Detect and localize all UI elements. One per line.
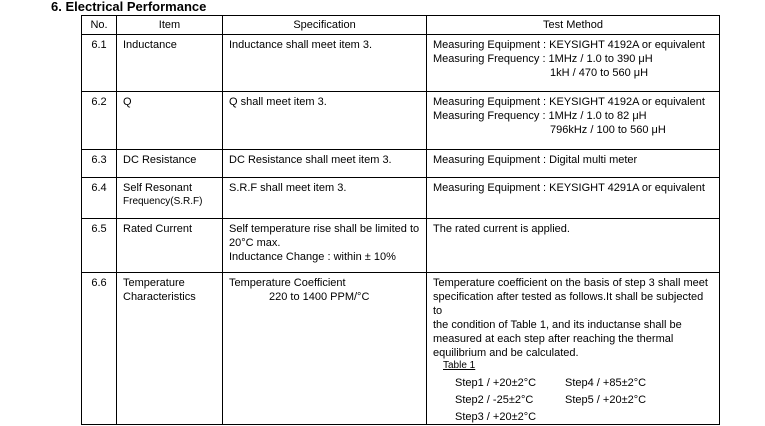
row-specification	[223, 273, 427, 425]
row-test-method	[427, 150, 720, 178]
spec-line: 220 to 1400 PPM/°C	[269, 291, 370, 303]
row-specification: Q shall meet item 3.	[223, 92, 427, 150]
method-line: 796kHz / 100 to 560 μH	[550, 124, 666, 136]
step-item: Step3 / +20±2°C	[455, 411, 537, 423]
row-item: DC Resistance	[117, 150, 223, 178]
table-row	[82, 273, 720, 425]
step-item: Step1 / +20±2°C	[455, 377, 537, 389]
method-line: Measuring Equipment : KEYSIGHT 4192A or equivalent	[433, 96, 705, 108]
row-item: Inductance	[117, 35, 223, 92]
method-line: Measuring Equipment : KEYSIGHT 4291A or equivalent	[433, 182, 705, 194]
method-line: Temperature coefficient on the basis of step 3 shall meet	[433, 277, 708, 289]
item-line: Self Resonant	[123, 182, 193, 194]
header-specification: Specification	[223, 16, 427, 35]
method-line: Measuring Frequency : 1MHz / 1.0 to 82 μH	[433, 110, 647, 122]
method-line: the condition of Table 1, and its inductanse shall be	[433, 319, 682, 331]
method-line: Measuring Frequency : 1MHz / 1.0 to 390 μH	[433, 53, 653, 65]
row-item	[117, 178, 223, 219]
row-test-method	[427, 92, 720, 150]
row-number: 6.5	[82, 219, 117, 273]
row-item: Rated Current	[117, 219, 223, 273]
row-test-method	[427, 219, 720, 273]
spec-line: Inductance Change : within ± 10%	[229, 251, 396, 263]
table-1-label: Table 1	[443, 360, 476, 371]
spec-line: Self temperature rise shall be limited to	[229, 223, 420, 235]
step-item: Step5 / +20±2°C	[565, 394, 647, 406]
step-item: Step2 / -25±2°C	[455, 394, 534, 406]
row-specification: S.R.F shall meet item 3.	[223, 178, 427, 219]
row-test-method	[427, 35, 720, 92]
row-specification: Inductance shall meet item 3.	[223, 35, 427, 92]
table-row	[82, 92, 720, 150]
header-test-method: Test Method	[427, 16, 720, 35]
row-item: Q	[117, 92, 223, 150]
row-number: 6.2	[82, 92, 117, 150]
electrical-performance-table	[81, 15, 720, 425]
header-no: No.	[82, 16, 117, 35]
header-row	[82, 16, 720, 35]
method-line: 1kH / 470 to 560 μH	[550, 67, 649, 79]
row-number: 6.3	[82, 150, 117, 178]
method-line: measured at each step after reaching the thermal	[433, 333, 674, 345]
row-number: 6.4	[82, 178, 117, 219]
row-test-method	[427, 273, 720, 425]
item-line: Characteristics	[123, 291, 196, 303]
row-specification: DC Resistance shall meet item 3.	[223, 150, 427, 178]
item-line: Frequency(S.R.F)	[123, 196, 203, 207]
item-line: Temperature	[123, 277, 185, 289]
table-row	[82, 150, 720, 178]
spec-line: 20°C max.	[229, 237, 281, 249]
method-line: Measuring Equipment : KEYSIGHT 4192A or equivalent	[433, 39, 705, 51]
method-line: equilibrium and be calculated.	[433, 347, 579, 359]
method-line: specification after tested as follows.It shall be subjected to	[433, 291, 704, 317]
step-item: Step4 / +85±2°C	[565, 377, 647, 389]
spec-line: Temperature Coefficient	[229, 277, 346, 289]
step-list	[455, 376, 715, 424]
row-number: 6.6	[82, 273, 117, 425]
row-specification	[223, 219, 427, 273]
method-line: Measuring Equipment : Digital multi meter	[433, 154, 638, 166]
row-number: 6.1	[82, 35, 117, 92]
table-row	[82, 35, 720, 92]
table-row	[82, 219, 720, 273]
method-line: The rated current is applied.	[433, 223, 570, 235]
row-item	[117, 273, 223, 425]
table-row	[82, 178, 720, 219]
section-title: 6. Electrical Performance	[51, 0, 207, 14]
header-item: Item	[117, 16, 223, 35]
row-test-method	[427, 178, 720, 219]
